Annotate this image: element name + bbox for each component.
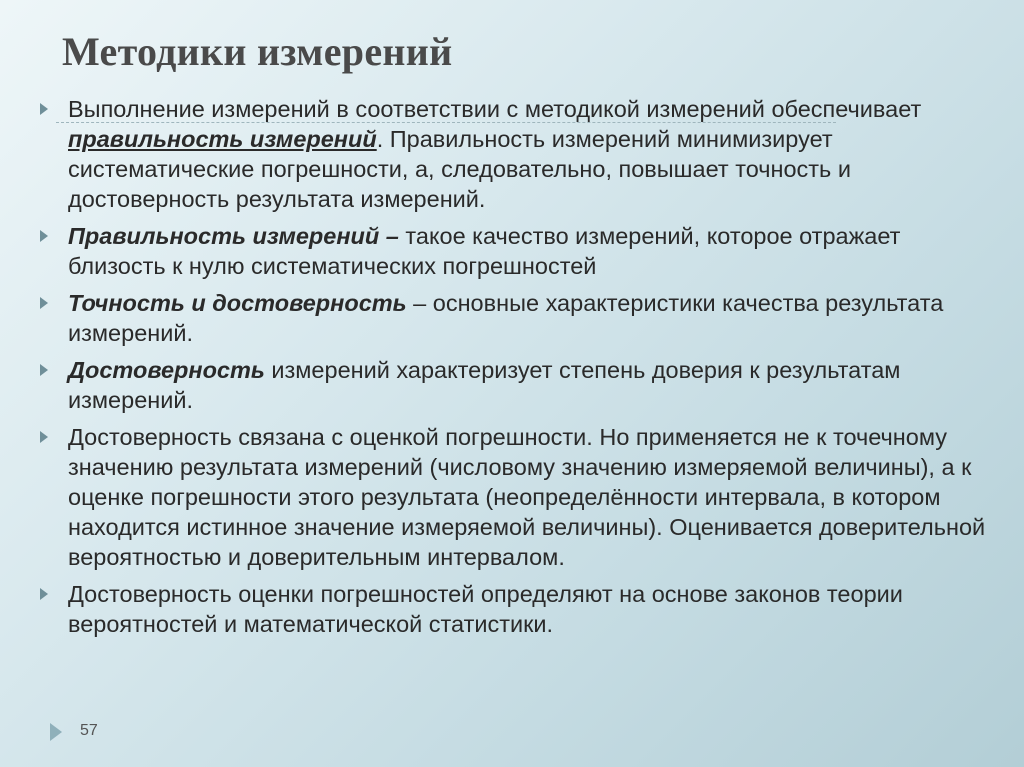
bullet-emphasis: правильность измерений <box>68 126 377 152</box>
bullet-arrow-icon <box>40 431 48 443</box>
bullet-arrow-icon <box>40 297 48 309</box>
slide-title: Методики измерений <box>62 29 453 74</box>
bullet-item <box>40 94 990 214</box>
bullet-list <box>40 94 990 646</box>
bullet-emphasis: Достоверность <box>68 357 265 383</box>
bullet-item <box>40 288 990 348</box>
bullet-emphasis: Точность и достоверность <box>68 290 407 316</box>
bullet-arrow-icon <box>40 588 48 600</box>
bullet-text: Достоверность оценки погрешностей определяют на основе законов теории вероятностей и математической статистики. <box>68 581 903 637</box>
bullet-arrow-icon <box>40 364 48 376</box>
footer-arrow-icon <box>50 723 62 741</box>
bullet-item <box>40 579 990 639</box>
bullet-item <box>40 221 990 281</box>
bullet-text: такое качество измерений, которое отражает близость к нулю систематических погрешностей <box>68 223 901 279</box>
bullet-arrow-icon <box>40 103 48 115</box>
bullet-emphasis: Правильность измерений – <box>68 223 399 249</box>
bullet-arrow-icon <box>40 230 48 242</box>
bullet-item <box>40 422 990 572</box>
bullet-text: – основные характеристики качества результата измерений. <box>68 290 944 346</box>
bullet-item <box>40 355 990 415</box>
bullet-text: измерений характеризует степень доверия к результатам измерений. <box>68 357 901 413</box>
bullet-text: Выполнение измерений в соответствии с методикой измерений обеспечивает <box>68 96 922 122</box>
bullet-text: . Правильность измерений минимизирует систематические погрешности, а, следовательно, повышает точность и достоверность результата измерений. <box>68 126 851 212</box>
page-number: 57 <box>80 722 98 739</box>
bullet-text: Достоверность связана с оценкой погрешности. Но применяется не к точечному значению результата измерений (числовому значению измеряемой величины), а к оценке погрешности этого результата (неопределённости интервала, в котором находится истинное значение измеряемой величины). Оценивается доверительной вероятностью и доверительным интервалом. <box>68 424 986 570</box>
